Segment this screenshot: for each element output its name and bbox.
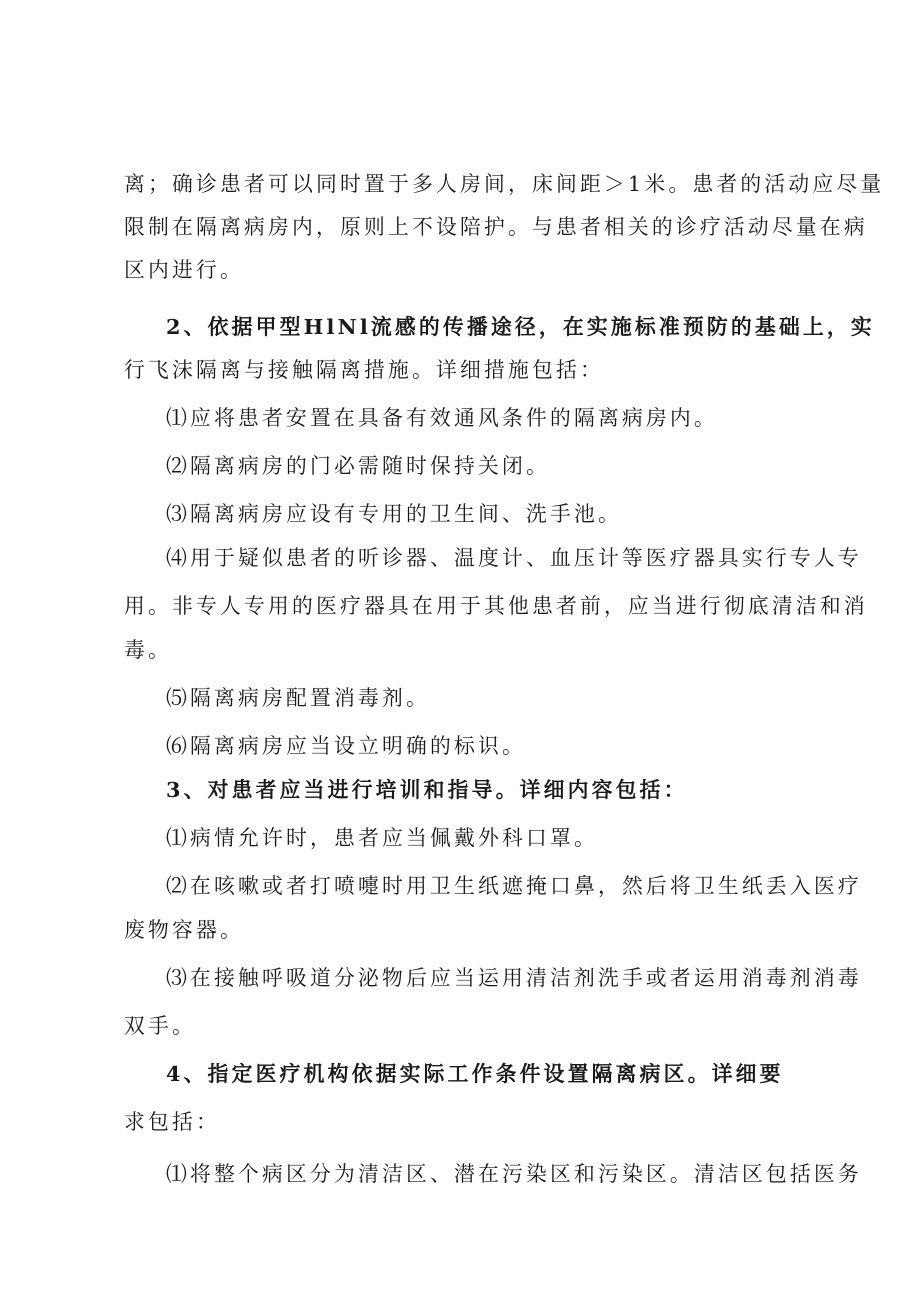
list-item: ⑴病情允许时，患者应当佩戴外科口罩。 xyxy=(166,826,598,850)
section-heading-2: 2、依据甲型HlNl流感的传播途径，在实施标准预防的基础上，实 xyxy=(166,314,875,339)
paragraph-line: 求包括： xyxy=(124,1110,220,1134)
section-heading-4: 4、指定医疗机构依据实际工作条件设置隔离病区。详细要 xyxy=(166,1061,784,1086)
list-item: ⑷用于疑似患者的听诊器、温度计、血压计等医疗器具实行专人专 xyxy=(166,546,862,570)
paragraph-line: 用。非专人专用的医疗器具在用于其他患者前，应当进行彻底清洁和消 xyxy=(124,594,868,618)
list-item: ⑶在接触呼吸道分泌物后应当运用清洁剂洗手或者运用消毒剂消毒 xyxy=(166,966,862,990)
paragraph-line: 限制在隔离病房内，原则上不设陪护。与患者相关的诊疗活动尽量在病 xyxy=(124,215,868,239)
list-item: ⑴应将患者安置在具备有效通风条件的隔离病房内。 xyxy=(166,406,718,430)
list-item: ⑵隔离病房的门必需随时保持关闭。 xyxy=(166,454,550,478)
list-item: ⑹隔离病房应当设立明确的标识。 xyxy=(166,734,526,758)
paragraph-line: 双手。 xyxy=(124,1014,196,1038)
paragraph-line: 区内进行。 xyxy=(124,258,244,282)
list-item: ⑶隔离病房应设有专用的卫生间、洗手池。 xyxy=(166,502,622,526)
paragraph-line: 离；确诊患者可以同时置于多人房间，床间距＞1米。患者的活动应尽量 xyxy=(124,172,885,196)
list-item: ⑵在咳嗽或者打喷嚏时用卫生纸遮掩口鼻，然后将卫生纸丢入医疗 xyxy=(166,874,862,898)
list-item: ⑴将整个病区分为清洁区、潜在污染区和污染区。清洁区包括医务 xyxy=(166,1162,862,1186)
paragraph-line: 毒。 xyxy=(124,638,172,662)
list-item: ⑸隔离病房配置消毒剂。 xyxy=(166,686,430,710)
paragraph-line: 废物容器。 xyxy=(124,918,244,942)
paragraph-line: 行飞沫隔离与接触隔离措施。详细措施包括： xyxy=(124,358,604,382)
section-heading-3: 3、对患者应当进行培训和指导。详细内容包括： xyxy=(166,777,688,802)
